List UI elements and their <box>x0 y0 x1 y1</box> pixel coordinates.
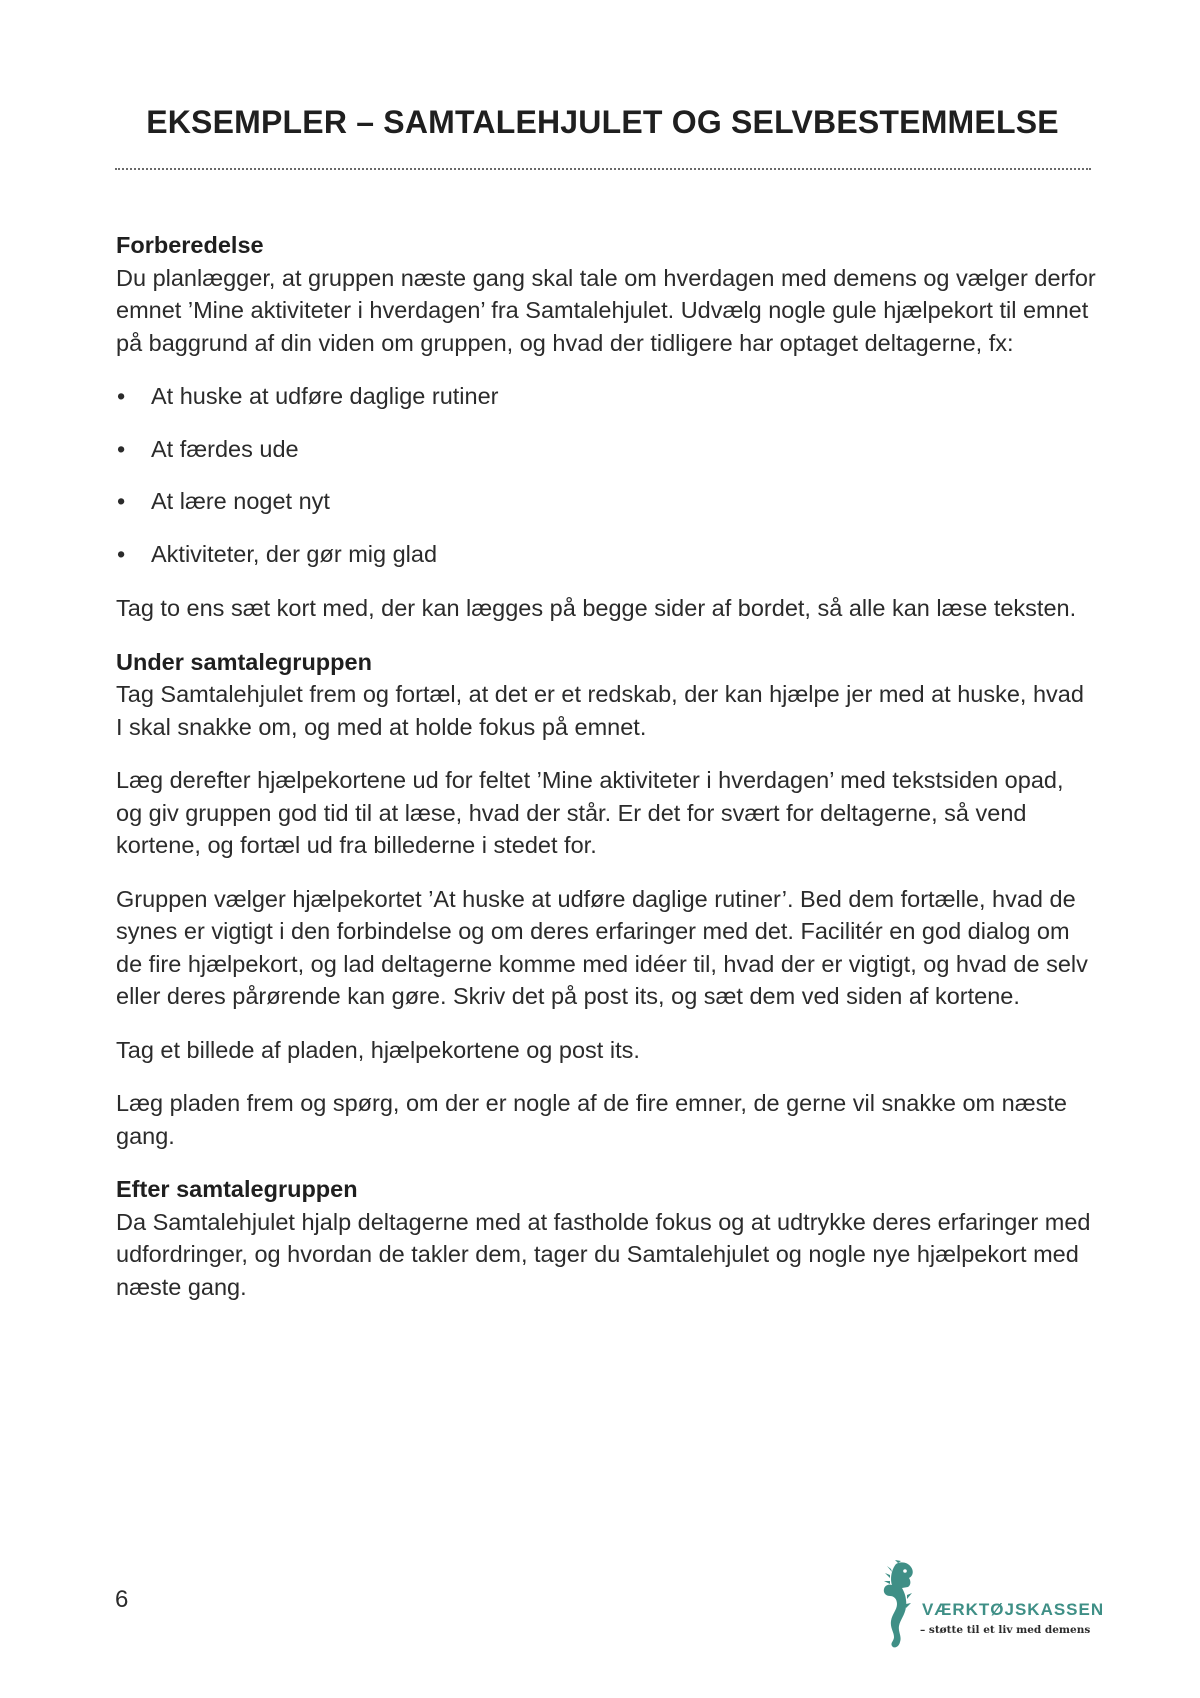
paragraph: Tag et billede af pladen, hjælpekortene og post its. <box>116 1036 640 1063</box>
document-body <box>116 229 1096 1324</box>
logo <box>868 1560 1105 1660</box>
paragraph: Læg derefter hjælpekortene ud for feltet ’Mine aktiviteter i hverdagen’ med tekstsiden opad, og giv gruppen god tid til at læse, hvad der står. Er det for svært for deltagerne, så vend kortene, og fortæl ud fra billederne i stedet for. <box>116 767 1064 858</box>
paragraph: Gruppen vælger hjælpekortet ’At huske at udføre daglige rutiner’. Bed dem fortælle, hvad de synes er vigtigt i den forbindelse og om deres erfaringer med det. Facilitér en god dialog om de fire hjælpekort, og lad deltagerne komme med idéer til, hvad der er vigtigt, og hvad de selv eller deres pårørende kan gøre. Skriv det på post its, og sæt dem ved siden af kortene. <box>116 885 1088 1009</box>
section-forberedelse <box>116 229 1096 625</box>
list-item: • At huske at udføre daglige rutiner <box>116 380 1096 413</box>
section-heading: Under samtalegruppen <box>116 648 372 675</box>
section-heading: Forberedelse <box>116 232 264 258</box>
paragraph: Da Samtalehjulet hjalp deltagerne med at fastholde fokus og at udtrykke deres erfaringer med udfordringer, og hvordan de takler dem, tager du Samtalehjulet og nogle nye hjælpekort med næste gang. <box>116 1208 1091 1300</box>
page-title: EKSEMPLER – SAMTALEHJULET OG SELVBESTEMMELSE <box>146 104 1059 140</box>
list-item: • At færdes ude <box>116 433 1096 466</box>
section-efter <box>116 1173 1096 1303</box>
section-under <box>116 646 1096 1153</box>
paragraph: Tag to ens sæt kort med, der kan lægges på begge sider af bordet, så alle kan læse teksten. <box>116 595 1077 621</box>
paragraph: Læg pladen frem og spørg, om der er nogle af de fire emner, de gerne vil snakke om næste gang. <box>116 1090 1067 1149</box>
page-number: 6 <box>115 1586 129 1613</box>
bullet-list <box>116 380 1096 570</box>
section-heading: Efter samtalegruppen <box>116 1176 358 1202</box>
paragraph: Du planlægger, at gruppen næste gang skal tale om hverdagen med demens og vælger derfor emnet ’Mine aktiviteter i hverdagen’ fra Samtalehjulet. Udvælg nogle gule hjælpekort til emnet på baggrund af din viden om gruppen, og hvad der tidligere har optaget deltagerne, fx: <box>116 264 1096 356</box>
title-divider <box>115 168 1091 170</box>
list-item: • At lære noget nyt <box>116 485 1096 518</box>
list-item: • Aktiviteter, der gør mig glad <box>116 538 1096 571</box>
logo-name: VÆRKTØJSKASSEN <box>922 1600 1105 1619</box>
paragraph: Tag Samtalehjulet frem og fortæl, at det er et redskab, der kan hjælpe jer med at huske, hvad I skal snakke om, og med at holde fokus på emnet. <box>116 681 1084 740</box>
seahorse-icon <box>878 1560 920 1652</box>
logo-tagline: – støtte til et liv med demens <box>920 1624 1091 1636</box>
